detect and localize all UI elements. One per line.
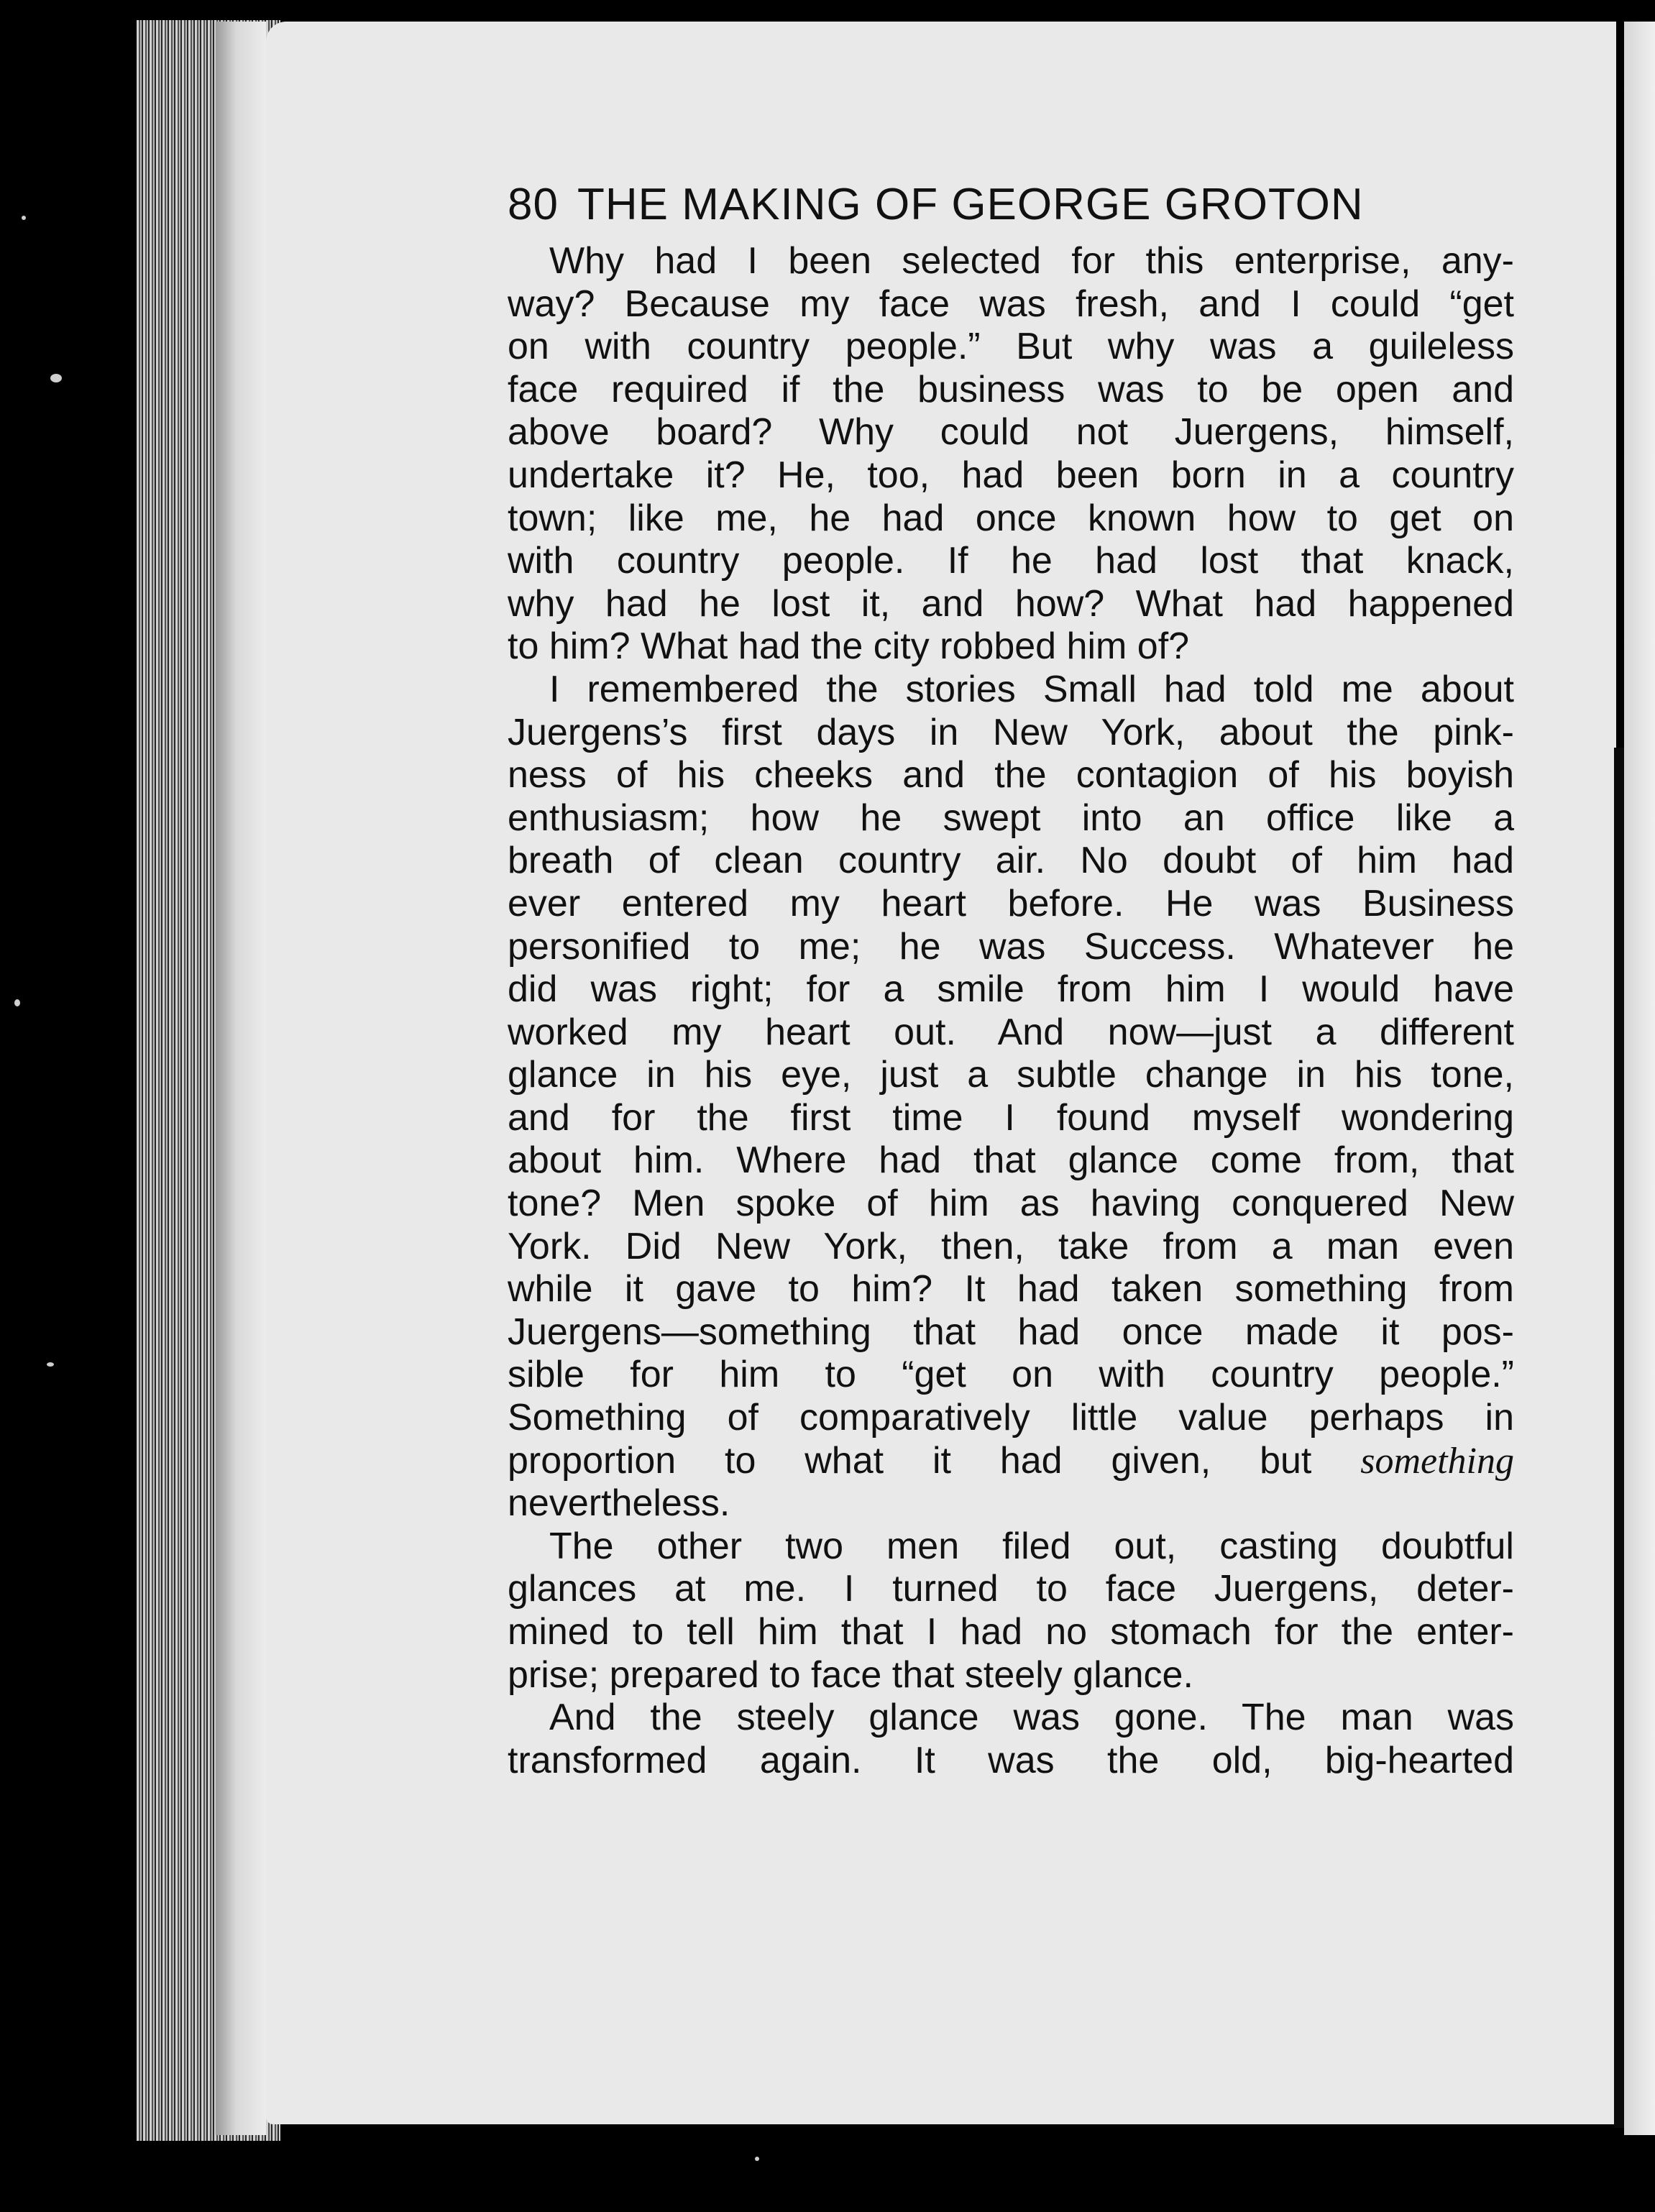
- running-head: [508, 173, 1514, 237]
- book-title-header: THE MAKING OF GEORGE GROTON: [577, 180, 1364, 229]
- dust-speck: [50, 374, 62, 382]
- text-line: nevertheless.: [508, 1482, 730, 1525]
- text-line: enthusiasm; how he swept into an office like a: [508, 797, 1514, 839]
- text-line: face required if the business was to be open and: [508, 368, 1514, 410]
- text-line: [508, 1440, 1514, 1483]
- gutter-shadow: [1614, 748, 1624, 2128]
- text-line: undertake it? He, too, had been born in a country: [508, 454, 1514, 496]
- dust-speck: [22, 216, 26, 220]
- text-line: transformed again. It was the old, big-hearted: [508, 1739, 1514, 1781]
- text-line: glance in his eye, just a subtle change in his tone,: [508, 1054, 1514, 1096]
- text-line: way? Because my face was fresh, and I could “get: [508, 283, 1514, 325]
- facing-page-edge: [1624, 22, 1655, 2135]
- text-line: I remembered the stories Small had told me about: [549, 668, 1514, 710]
- text-line: and for the first time I found myself wondering: [508, 1096, 1514, 1139]
- text-line: glances at me. I turned to face Juergens, deter-: [508, 1568, 1514, 1610]
- page-number: 80: [508, 180, 559, 229]
- italic-word: something: [1360, 1440, 1514, 1482]
- text-line: to him? What had the city robbed him of?: [508, 625, 1190, 668]
- text-line: worked my heart out. And now—just a different: [508, 1011, 1514, 1053]
- text-line: why had he lost it, and how? What had happened: [508, 582, 1514, 625]
- page-edge-shadow: [216, 22, 266, 2135]
- text-line: town; like me, he had once known how to get on: [508, 497, 1514, 539]
- text-line: And the steely glance was gone. The man was: [549, 1697, 1514, 1739]
- paragraph: [508, 1525, 1514, 1697]
- paragraph: [508, 669, 1514, 1525]
- text-line: ever entered my heart before. He was Business: [508, 882, 1514, 924]
- text-line: above board? Why could not Juergens, himself,: [508, 411, 1514, 454]
- dust-speck: [47, 1362, 54, 1367]
- text-line: sible for him to “get on with country people.”: [508, 1354, 1514, 1396]
- text-line: prise; prepared to face that steely glance.: [508, 1653, 1193, 1696]
- page-text-block: [508, 173, 1514, 1782]
- text-line: personified to me; he was Success. Whatever he: [508, 925, 1514, 968]
- text-line: Juergens—something that had once made it pos-: [508, 1311, 1514, 1353]
- text-line: The other two men filed out, casting doubtful: [549, 1525, 1514, 1567]
- paragraph: [508, 240, 1514, 669]
- text-line: Juergens’s first days in New York, about the pink-: [508, 711, 1514, 753]
- text-line: did was right; for a smile from him I would have: [508, 968, 1514, 1011]
- text-line: on with country people.” But why was a guileless: [508, 326, 1514, 368]
- text-line: while it gave to him? It had taken something from: [508, 1268, 1514, 1311]
- text-line: Something of comparatively little value perhaps in: [508, 1397, 1514, 1439]
- text-line: Why had I been selected for this enterprise, any-: [549, 240, 1514, 282]
- text-run: proportion to what it had given, but: [508, 1439, 1312, 1482]
- dust-speck: [14, 999, 20, 1006]
- text-line: mined to tell him that I had no stomach for the enter-: [508, 1611, 1514, 1653]
- text-line: York. Did New York, then, take from a man even: [508, 1225, 1514, 1267]
- text-line: ness of his cheeks and the contagion of his boyish: [508, 754, 1514, 797]
- text-line: about him. Where had that glance come from, that: [508, 1139, 1514, 1182]
- dust-speck: [755, 2157, 759, 2161]
- text-line: tone? Men spoke of him as having conquered New: [508, 1183, 1514, 1225]
- paragraph: [508, 1697, 1514, 1782]
- text-line: breath of clean country air. No doubt of him had: [508, 840, 1514, 882]
- text-line: with country people. If he had lost that knack,: [508, 540, 1514, 582]
